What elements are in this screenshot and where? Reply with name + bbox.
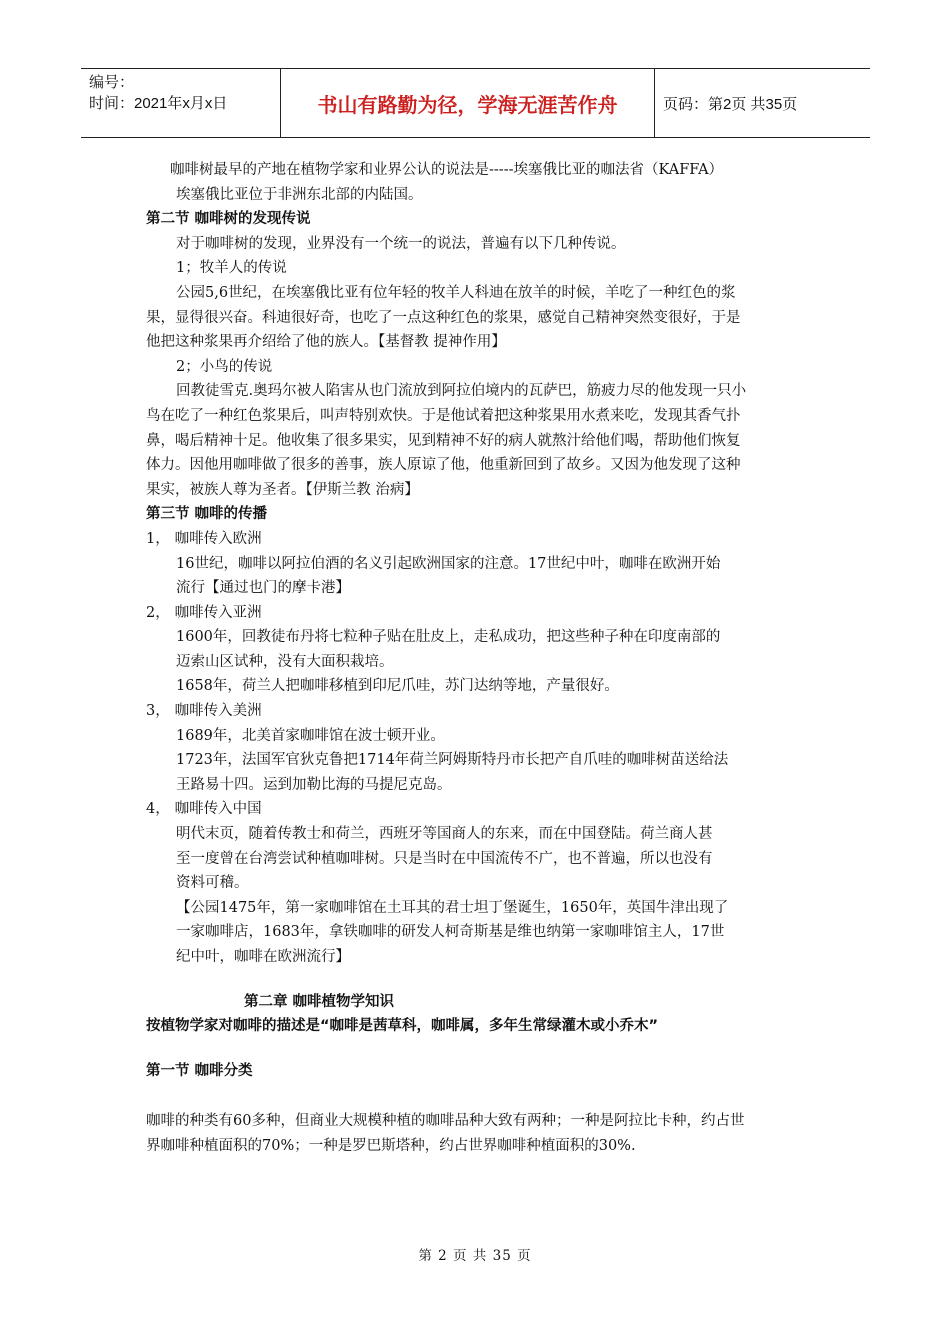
- paragraph-line: 一家咖啡店，1683年，拿铁咖啡的研发人柯奇斯基是维也纳第一家咖啡馆主人，17世: [176, 924, 725, 941]
- header-page-info: 页码：第2页 共35页: [663, 95, 798, 113]
- paragraph-line: 鸟在吃了一种红色浆果后，叫声特别欢快。于是他试着把这种浆果用水煮来吃，发现其香气扑: [146, 407, 741, 424]
- section-3-title: 第三节 咖啡的传播: [146, 506, 268, 523]
- paragraph-line: 他把这种浆果再介绍给了他的族人。【基督教 提神作用】: [146, 334, 506, 351]
- paragraph-line: 1600年，回教徒布丹将七粒种子贴在肚皮上，走私成功，把这些种子种在印度南部的: [176, 629, 721, 646]
- paragraph-line: 咖啡的种类有60多种，但商业大规模种植的咖啡品种大致有两种；一种是阿拉比卡种，约占世: [146, 1113, 745, 1130]
- list-item-title: 咖啡传入中国: [174, 801, 262, 818]
- list-item-number: 1，: [146, 530, 170, 547]
- list-item-title: 咖啡传入亚洲: [174, 604, 262, 621]
- intro-line: 埃塞俄比亚位于非洲东北部的内陆国。: [176, 186, 423, 203]
- paragraph-line: 至一度曾在台湾尝试种植咖啡树。只是当时在中国流传不广，也不普遍，所以也没有: [176, 850, 713, 867]
- paragraph-line: 迈索山区试种，没有大面积栽培。: [176, 653, 394, 670]
- paragraph-line: 界咖啡种植面积的70%；一种是罗巴斯塔种，约占世界咖啡种植面积的30%.: [146, 1137, 636, 1154]
- list-item-heading: [146, 699, 826, 724]
- list-item-number: 3，: [146, 703, 170, 720]
- spacer: [146, 1083, 826, 1109]
- paragraph-line: 王路易十四。运到加勒比海的马提尼克岛。: [176, 776, 452, 793]
- list-item-number: 4，: [146, 801, 170, 818]
- paragraph-line: 1723年，法国军官狄克鲁把1714年荷兰阿姆斯特丹市长把产自爪哇的咖啡树苗送给法: [176, 752, 729, 769]
- section-2-title: 第二节 咖啡树的发现传说: [146, 211, 311, 228]
- list-item-heading: [146, 797, 826, 822]
- paragraph-line: 流行【通过也门的摩卡港】: [176, 580, 350, 597]
- spacer: [146, 1039, 826, 1059]
- header-time-label: 时间：2021年x月x日: [89, 95, 228, 112]
- intro-line: 咖啡树最早的产地在植物学家和业界公认的说法是-----埃塞俄比亚的咖法省（KAFFA）: [170, 162, 724, 178]
- legend-heading: 2；小鸟的传说: [176, 358, 273, 375]
- paragraph-line: 明代末页，随着传教士和荷兰，西班牙等国商人的东来，而在中国登陆。荷兰商人甚: [176, 826, 713, 843]
- page-header: [81, 68, 870, 138]
- paragraph-line: 体力。因他用咖啡做了很多的善事，族人原谅了他，他重新回到了故乡。又因为他发现了这种: [146, 457, 741, 474]
- header-number-label: 编号：: [89, 74, 135, 91]
- list-item-title: 咖啡传入美洲: [174, 703, 262, 720]
- paragraph-line: 16世纪，咖啡以阿拉伯酒的名义引起欧洲国家的注意。17世纪中叶，咖啡在欧洲开始: [176, 555, 721, 572]
- list-item-heading: [146, 527, 826, 552]
- list-item-number: 2，: [146, 604, 170, 621]
- paragraph-line: 公园5,6世纪，在埃塞俄比亚有位年轻的牧羊人科迪在放羊的时候，羊吃了一种红色的浆: [176, 284, 736, 301]
- paragraph-line: 鼻，喝后精神十足。他收集了很多果实，见到精神不好的病人就熬汁给他们喝，帮助他们恢复: [146, 432, 741, 449]
- paragraph-line: 1658年，荷兰人把咖啡移植到印尼爪哇，苏门达纳等地，产量很好。: [176, 678, 619, 695]
- paragraph-line: 1689年，北美首家咖啡馆在波士顿开业。: [176, 727, 445, 744]
- paragraph-line: 对于咖啡树的发现，业界没有一个统一的说法，普遍有以下几种传说。: [176, 235, 626, 252]
- paragraph-line: 果实，被族人尊为圣者。【伊斯兰教 治病】: [146, 481, 419, 498]
- legend-heading: 1；牧羊人的传说: [176, 260, 287, 277]
- header-motto: 书山有路勤为径，学海无涯苦作舟: [281, 69, 655, 137]
- chapter-2-description: 按植物学家对咖啡的描述是“咖啡是茜草科，咖啡属，多年生常绿灌木或小乔木”: [146, 1018, 659, 1035]
- document-body: [146, 158, 826, 1159]
- chapter-2-section-1-title: 第一节 咖啡分类: [146, 1062, 253, 1079]
- paragraph-line: 资料可稽。: [176, 875, 249, 892]
- paragraph-line: 纪中叶，咖啡在欧洲流行】: [176, 949, 350, 965]
- list-item-title: 咖啡传入欧洲: [174, 530, 262, 547]
- paragraph-line: 回教徒雪克.奥玛尔被人陷害从也门流放到阿拉伯境内的瓦萨巴，筋疲力尽的他发现一只小: [176, 383, 747, 400]
- page-footer: 第 2 页 共 35 页: [418, 1248, 532, 1264]
- header-meta: [81, 69, 281, 137]
- paragraph-line: 【公园1475年，第一家咖啡馆在土耳其的君士坦丁堡诞生，1650年，英国牛津出现了: [176, 899, 729, 916]
- chapter-2-title: 第二章 咖啡植物学知识: [244, 993, 395, 1010]
- list-item-heading: [146, 601, 826, 626]
- spacer: [146, 970, 826, 990]
- paragraph-line: 果，显得很兴奋。科迪很好奇，也吃了一点这种红色的浆果，感觉自己精神突然变很好，于是: [146, 309, 741, 326]
